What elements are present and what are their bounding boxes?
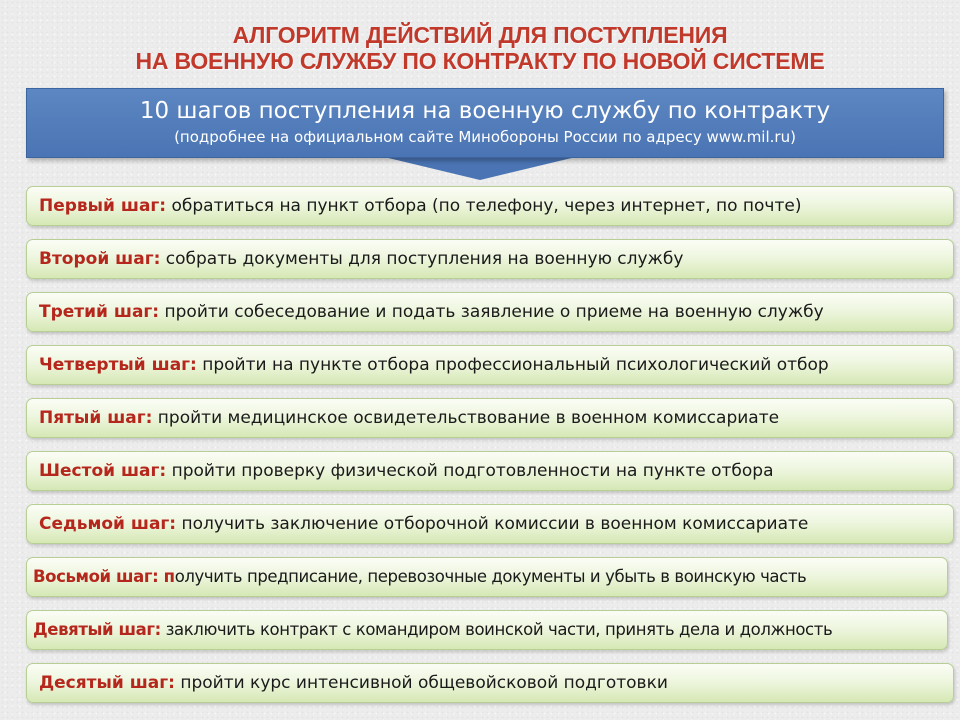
steps-banner bbox=[26, 88, 944, 158]
step-item-3 bbox=[26, 292, 954, 332]
title-line-1: АЛГОРИТМ ДЕЙСТВИЙ ДЛЯ ПОСТУПЛЕНИЯ bbox=[232, 22, 728, 48]
step-text: пройти курс интенсивной общевойсковой подготовки bbox=[174, 673, 668, 693]
step-item-4 bbox=[26, 345, 954, 385]
page-title bbox=[0, 22, 960, 74]
title-line-2: НА ВОЕННУЮ СЛУЖБУ ПО КОНТРАКТУ ПО НОВОЙ СИСТЕМЕ bbox=[135, 48, 825, 74]
step-text: собрать документы для поступления на военную службу bbox=[160, 249, 684, 269]
banner-subtitle: (подробнее на официальном сайте Минобороны России по адресу www.mil.ru) bbox=[174, 128, 796, 146]
step-item-5 bbox=[26, 398, 954, 438]
step-label: Первый шаг: bbox=[39, 196, 167, 216]
step-item-8 bbox=[26, 557, 948, 597]
step-label: Четвертый шаг: bbox=[39, 355, 197, 375]
step-item-2 bbox=[26, 239, 954, 279]
step-item-1 bbox=[26, 186, 954, 226]
step-label: Восьмой шаг: п bbox=[33, 567, 175, 586]
step-text: пройти на пункте отбора профессиональный психологический отбор bbox=[196, 355, 829, 375]
step-item-9 bbox=[26, 610, 948, 650]
step-text: заключить контракт с командиром воинской части, принять дела и должность bbox=[160, 620, 833, 639]
step-text: получить заключение отборочной комиссии в военном комиссариате bbox=[176, 514, 809, 534]
step-label: Девятый шаг: bbox=[33, 620, 161, 639]
step-label: Десятый шаг: bbox=[39, 673, 175, 693]
banner-arrow bbox=[380, 156, 580, 180]
step-text: пройти медицинское освидетельствование в военном комиссариате bbox=[152, 408, 780, 428]
step-label: Третий шаг: bbox=[39, 302, 160, 322]
step-item-7 bbox=[26, 504, 954, 544]
step-label: Шестой шаг: bbox=[39, 461, 167, 481]
step-item-10 bbox=[26, 663, 954, 703]
step-text: пройти собеседование и подать заявление о приеме на военную службу bbox=[159, 302, 824, 322]
step-label: Второй шаг: bbox=[39, 249, 161, 269]
step-text: олучить предписание, перевозочные документы и убыть в воинскую часть bbox=[174, 567, 807, 586]
banner-title: 10 шагов поступления на военную службу по контракту bbox=[139, 98, 831, 124]
step-label: Пятый шаг: bbox=[39, 408, 153, 428]
step-item-6 bbox=[26, 451, 954, 491]
step-text: пройти проверку физической подготовленности на пункте отбора bbox=[166, 461, 774, 481]
step-text: обратиться на пункт отбора (по телефону, через интернет, по почте) bbox=[166, 196, 802, 216]
step-label: Седьмой шаг: bbox=[39, 514, 177, 534]
